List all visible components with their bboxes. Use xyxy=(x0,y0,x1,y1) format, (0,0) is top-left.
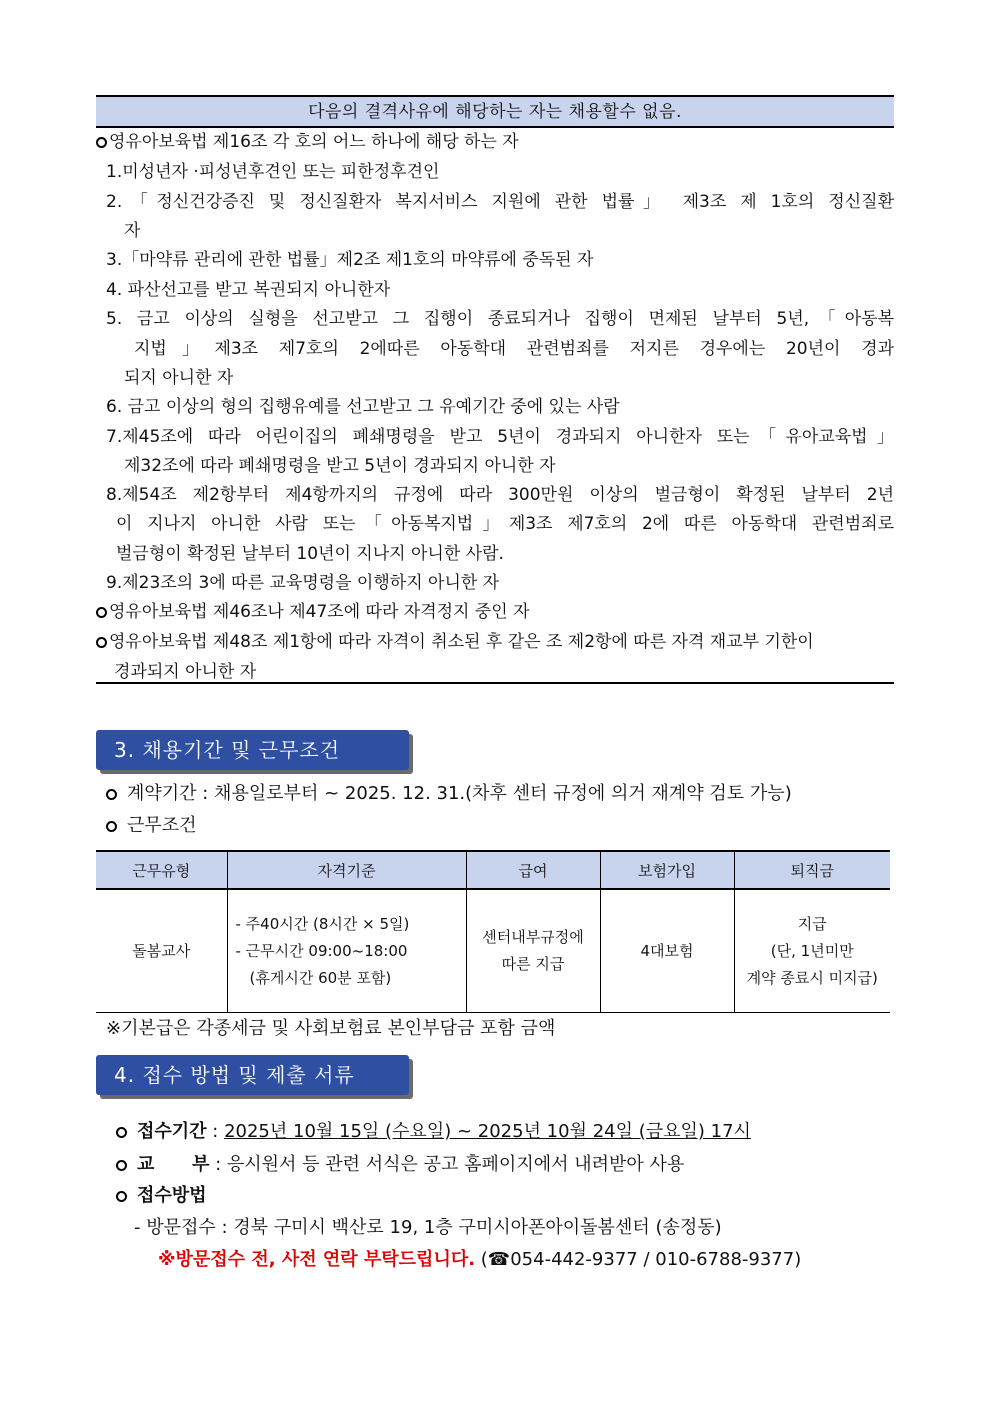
form-distribution: 교 부 : 응시원서 등 관련 서식은 공고 홈페이지에서 내려받아 사용 xyxy=(116,1155,684,1175)
disqualify-line-14: 이 지나지 아니한 사람 또는「아동복지법」제3조 제7호의 2에 따른 아동학대 관련범죄로 xyxy=(116,514,894,534)
circle-bullet-icon xyxy=(96,607,107,618)
circle-bullet-icon xyxy=(116,1127,127,1138)
disqualify-line-7: 5. 금고 이상의 실형을 선고받고 그 집행이 종료되거나 집행이 면제된 날부터 5년,「아동복 xyxy=(106,309,894,329)
contract-period: 계약기간 : 채용일로부터 ~ 2025. 12. 31.(차후 센터 규정에 의거 재계약 검토 가능) xyxy=(106,784,792,804)
disqualify-line-16: 9.제23조의 3에 따른 교육명령을 이행하지 아니한 자 xyxy=(106,573,500,593)
work-conditions-label: 근무조건 xyxy=(106,816,197,836)
severance-line-2: (단, 1년미만 xyxy=(770,941,854,960)
cell-qualification xyxy=(227,889,466,1013)
application-period-value: 2025년 10월 15일 (수요일) ~ 2025년 10월 24일 (금요일) 17시 xyxy=(224,1121,751,1142)
section-4-title: 4. 접수 방법 및 제출 서류 xyxy=(96,1055,409,1095)
cell-pay xyxy=(466,889,600,1013)
disqualify-line-5: 3.「마약류 관리에 관한 법률」제2조 제1호의 마약류에 중독된 자 xyxy=(106,250,594,270)
table-header-row xyxy=(96,851,890,889)
disqualify-line-12: 제32조에 따라 폐쇄명령을 받고 5년이 경과되지 아니한 자 xyxy=(124,456,556,476)
disqualify-line-11: 7.제45조에 따라 어린이집의 폐쇄명령을 받고 5년이 경과되지 아니한자 또는「유아교육법」 xyxy=(106,427,894,447)
circle-bullet-icon xyxy=(116,1191,127,1202)
cell-insurance: 4대보험 xyxy=(600,889,734,1013)
header-severance: 퇴직금 xyxy=(734,851,890,889)
table-row xyxy=(96,889,890,1013)
visit-notice xyxy=(158,1250,801,1270)
application-period: 접수기간 : 2025년 10월 15일 (수요일) ~ 2025년 10월 24일 (금요일) 17시 xyxy=(116,1122,751,1142)
disqualify-line-18: 영유아보육법 제48조 제1항에 따라 자격이 취소된 후 같은 조 제2항에 따른 자격 재교부 기한이 xyxy=(96,632,814,652)
disqualify-line-3: 2.「정신건강증진 및 정신질환자 복지서비스 지원에 관한 법률」 제3조 제 1호의 정신질환 xyxy=(106,192,894,212)
disqualify-line-2: 1.미성년자 ·피성년후견인 또는 피한정후견인 xyxy=(106,162,440,182)
disqualify-line-13: 8.제54조 제2항부터 제4항까지의 규정에 따라 300만원 이상의 벌금형이 확정된 날부터 2년 xyxy=(106,485,894,505)
circle-bullet-icon xyxy=(116,1160,127,1171)
disqualify-line-10: 6. 금고 이상의 형의 집행유예를 선고받고 그 유예기간 중에 있는 사람 xyxy=(106,397,620,417)
disqualify-bottom-rule xyxy=(96,682,894,684)
qual-line-2: - 근무시간 09:00~18:00 xyxy=(235,941,408,960)
disqualify-line-4: 자 xyxy=(124,221,141,241)
section-3-title: 3. 채용기간 및 근무조건 xyxy=(96,730,409,770)
header-insurance: 보험가입 xyxy=(600,851,734,889)
work-conditions-table xyxy=(96,850,890,1013)
disqualify-header xyxy=(96,95,894,128)
severance-line-1: 지급 xyxy=(797,914,827,933)
disqualify-line-17: 영유아보육법 제46조나 제47조에 따라 자격정지 중인 자 xyxy=(96,602,530,622)
salary-note: ※기본급은 각종세금 및 사회보험료 본인부담금 포함 금액 xyxy=(106,1018,556,1039)
header-work-type: 근무유형 xyxy=(96,851,227,889)
pay-line-2: 따른 지급 xyxy=(501,955,565,973)
disqualify-line-6: 4. 파산선고를 받고 복권되지 아니한자 xyxy=(106,280,391,300)
header-qualification: 자격기준 xyxy=(227,851,466,889)
qual-line-3: (휴게시간 60분 포함) xyxy=(249,968,392,987)
circle-bullet-icon xyxy=(96,137,107,148)
application-method-label: 접수방법 xyxy=(116,1186,207,1206)
circle-bullet-icon xyxy=(96,637,107,648)
visit-warning: ※방문접수 전, 사전 연락 부탁드립니다. xyxy=(158,1249,476,1270)
pay-line-1: 센터내부규정에 xyxy=(482,928,584,946)
disqualify-header-text: 다음의 결격사유에 해당하는 자는 채용할수 없음. xyxy=(308,102,682,122)
disqualify-line-1: 영유아보육법 제16조 각 호의 어느 하나에 해당 하는 자 xyxy=(96,132,519,152)
circle-bullet-icon xyxy=(106,789,117,800)
visit-address: - 방문접수 : 경북 구미시 백산로 19, 1층 구미시아폰아이돌봄센터 (송정동) xyxy=(134,1217,722,1238)
severance-line-3: 계약 종료시 미지급) xyxy=(746,968,878,987)
disqualify-line-19: 경과되지 아니한 자 xyxy=(114,662,257,682)
cell-work-type: 돌봄교사 xyxy=(96,889,227,1013)
contact-phone: (☎054-442-9377 / 010-6788-9377) xyxy=(475,1249,802,1270)
header-pay: 급여 xyxy=(466,851,600,889)
disqualify-line-8: 지법」제3조 제7호의 2에따른 아동학대 관련범죄를 저지른 경우에는 20년이 경과 xyxy=(134,339,894,359)
disqualify-line-9: 되지 아니한 자 xyxy=(124,368,234,388)
circle-bullet-icon xyxy=(106,821,117,832)
disqualify-line-15: 벌금형이 확정된 날부터 10년이 지나지 아니한 사람. xyxy=(116,544,504,564)
qual-line-1: - 주40시간 (8시간 × 5일) xyxy=(235,914,410,933)
cell-severance xyxy=(734,889,890,1013)
